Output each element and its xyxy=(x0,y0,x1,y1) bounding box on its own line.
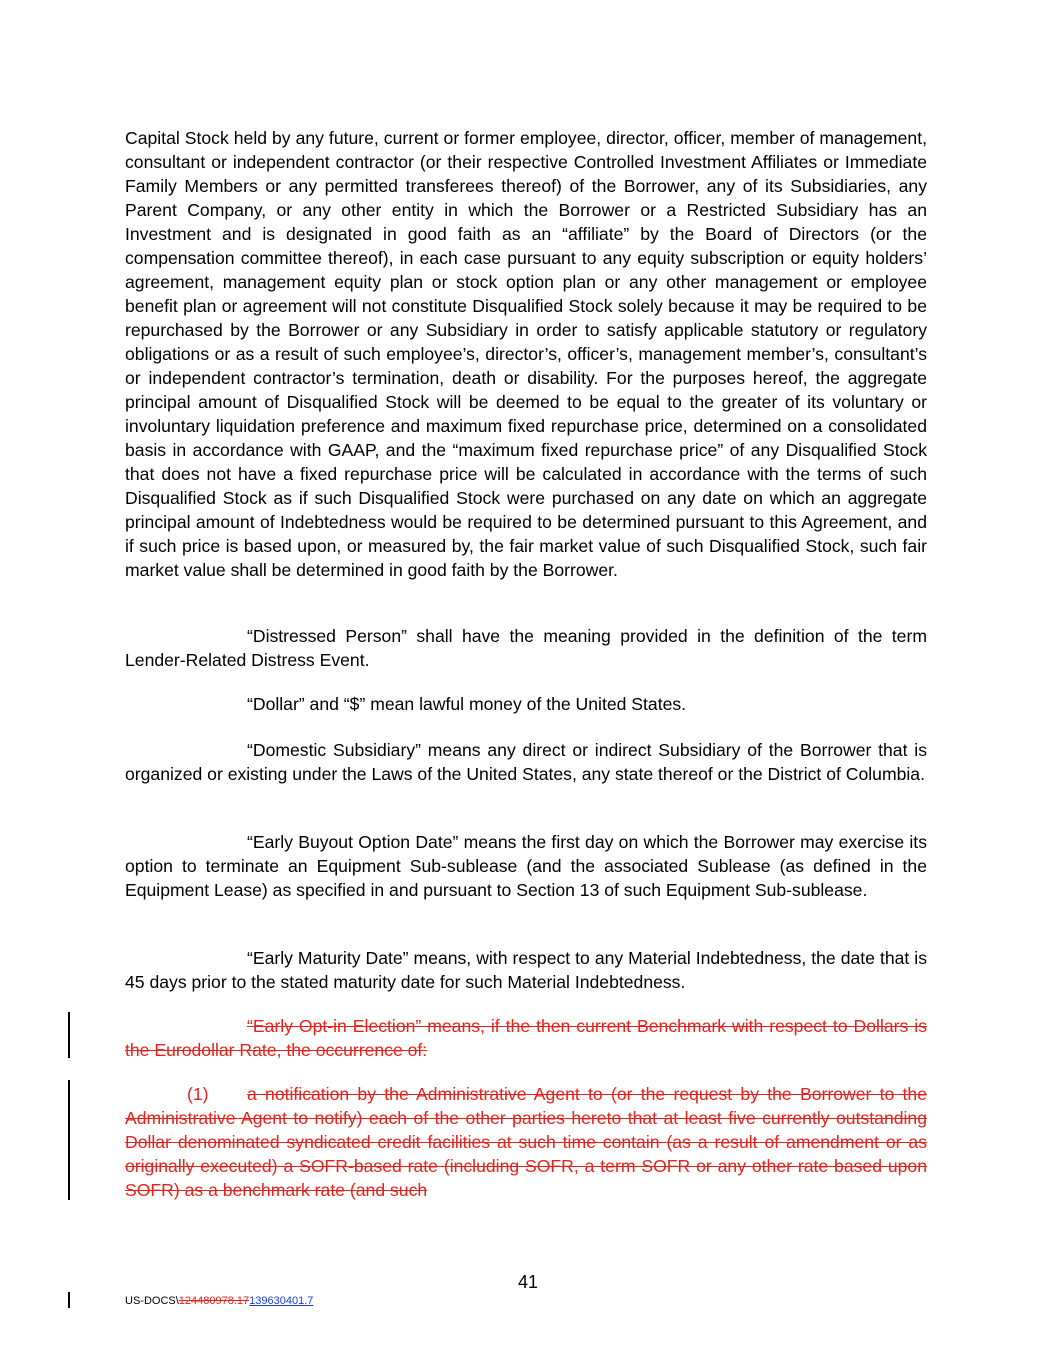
clause-number: (1) xyxy=(187,1084,209,1104)
definition-distressed-person: “Distressed Person” shall have the meaning provided in the definition of the term Lender-Related Distress Event. xyxy=(125,626,927,670)
page-number: 41 xyxy=(517,1272,539,1292)
clause-text: a notification by the Administrative Agent to (or the request by the Borrower to the Administrative Agent to notify) each of the other parties hereto that at least five currently outstanding Dollar denominated syndicated credit facilities at such time contain (as a result of amendment or as originally executed) a SOFR-based rate (including SOFR, a term SOFR or any other rate based upon SOFR) as a benchmark rate (and such xyxy=(125,1084,927,1200)
definition-dollar: “Dollar” and “$” mean lawful money of the United States. xyxy=(247,694,687,714)
footer-prefix: US-DOCS\ xyxy=(125,1295,179,1307)
deleted-clause-1 xyxy=(125,1082,927,1202)
change-bar xyxy=(68,1080,70,1200)
footer-inserted-id: 139630401.7 xyxy=(249,1295,314,1307)
change-bar xyxy=(68,1012,70,1058)
footer-deleted-id: 124480978.17 xyxy=(178,1295,250,1307)
definition-domestic-subsidiary: “Domestic Subsidiary” means any direct or indirect Subsidiary of the Borrower that is organized or existing under the Laws of the United States, any state thereof or the District of Columbia. xyxy=(125,740,927,784)
deleted-definition-early-opt-in-election: “Early Opt-in Election” means, if the then current Benchmark with respect to Dollars is the Eurodollar Rate, the occurrence of: xyxy=(125,1016,927,1060)
document-id-footer xyxy=(125,1294,313,1308)
change-bar xyxy=(68,1292,70,1308)
definition-early-buyout-option-date: “Early Buyout Option Date” means the first day on which the Borrower may exercise its option to terminate an Equipment Sub-sublease (and the associated Sublease (as defined in the Equipment Lease) as specified in and pursuant to Section 13 of such Equipment Sub-sublease. xyxy=(125,832,927,900)
definition-early-maturity-date: “Early Maturity Date” means, with respect to any Material Indebtedness, the date that is 45 days prior to the stated maturity date for such Material Indebtedness. xyxy=(125,948,927,992)
paragraph-disqualified-stock-continued: Capital Stock held by any future, current or former employee, director, officer, member of management, consultant or independent contractor (or their respective Controlled Investment Affiliates or Immediate Family Members or any permitted transferees thereof) of the Borrower, any of its Subsidiaries, any Parent Company, or any other entity in which the Borrower or a Restricted Subsidiary has an Investment and is designated in good faith as an “affiliate” by the Board of Directors (or the compensation committee thereof), in each case pursuant to any equity subscription or equity holders’ agreement, management equity plan or stock option plan or any other management or employee benefit plan or agreement will not constitute Disqualified Stock solely because it may be required to be repurchased by the Borrower or any Subsidiary in order to satisfy applicable statutory or regulatory obligations or as a result of such employee’s, director’s, officer’s, management member’s, consultant’s or independent contractor’s termination, death or disability. For the purposes hereof, the aggregate principal amount of Disqualified Stock will be deemed to be equal to the greater of its voluntary or involuntary liquidation preference and maximum fixed repurchase price, determined on a consolidated basis in accordance with GAAP, and the “maximum fixed repurchase price” of any Disqualified Stock that does not have a fixed repurchase price will be calculated in accordance with the terms of such Disqualified Stock as if such Disqualified Stock were purchased on any date on which an aggregate principal amount of Indebtedness would be required to be determined pursuant to this Agreement, and if such price is based upon, or measured by, the fair market value of such Disqualified Stock, such fair market value shall be determined in good faith by the Borrower. xyxy=(125,128,927,580)
